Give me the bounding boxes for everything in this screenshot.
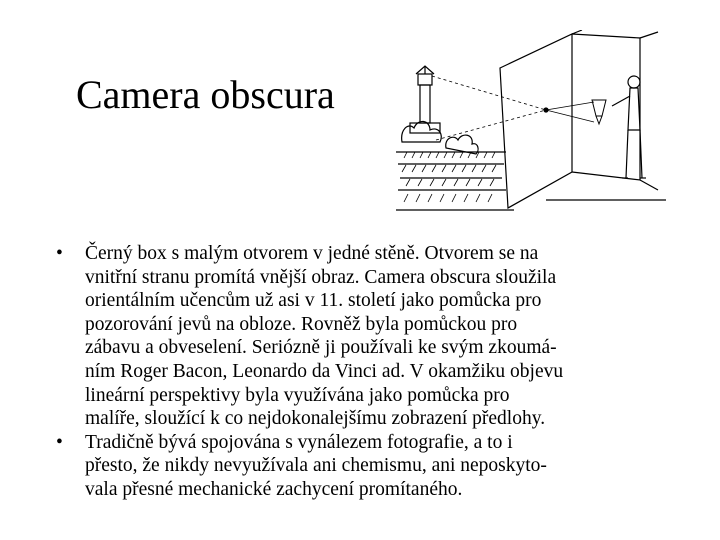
bullet-list	[56, 242, 686, 502]
bullet-text-line: lineární perspektivy byla využívána jako pomůcka pro	[85, 384, 510, 406]
slide-title: Camera obscura	[76, 72, 335, 117]
bullet-text-line: Tradičně bývá spojována s vynálezem fotografie, a to i	[85, 431, 513, 453]
bullet-icon: •	[56, 431, 63, 453]
bullet-item	[56, 242, 686, 431]
bullet-text-line: malíře, sloužící k co nejdokonalejšímu zobrazení předlohy.	[85, 408, 546, 430]
bullet-text-line: pozorování jevů na obloze. Rovněž byla pomůckou pro	[85, 313, 518, 335]
bullet-text-line: Černý box s malým otvorem v jedné stěně. Otvorem se na	[85, 243, 539, 264]
bullet-icon: •	[56, 243, 63, 264]
bullet-item	[56, 431, 686, 502]
camera-obscura-illustration	[396, 30, 666, 220]
bullet-text-line: přesto, že nikdy nevyužívala ani chemismu, ani neposkyto-	[85, 455, 547, 477]
bullet-text-line: vala přesné mechanické zachycení promítaného.	[85, 478, 463, 500]
bullet-text-line: zábavu a obveselení. Seriózně ji používali ke svým zkoumá-	[85, 337, 557, 359]
bullet-text-line: ním Roger Bacon, Leonardo da Vinci ad. V okamžiku objevu	[85, 360, 564, 382]
bullet-text-line: orientálním učencům už asi v 11. století jako pomůcka pro	[85, 290, 542, 312]
bullet-text-line: vnitřní stranu promítá vnější obraz. Camera obscura sloužila	[85, 266, 557, 288]
